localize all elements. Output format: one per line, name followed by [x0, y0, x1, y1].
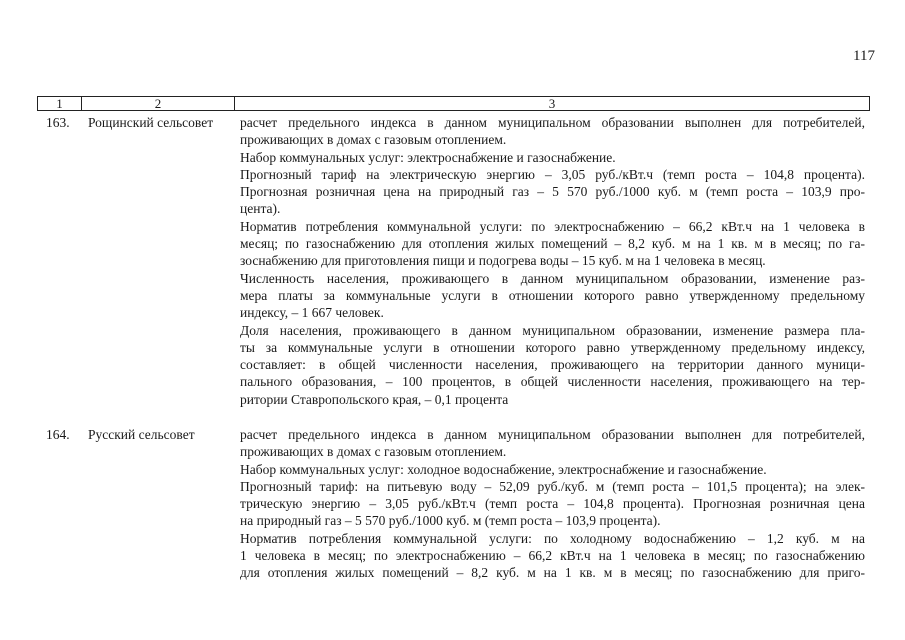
page-number: 117: [853, 48, 875, 64]
municipality-name: Русский сельсовет: [88, 427, 195, 442]
text-line: Набор коммунальных услуг: электроснабжение и газоснабжение.: [240, 149, 616, 165]
text-line: Прогнозный тариф: на питьевую воду – 52,09 руб./куб. м (темп роста – 101,5 процента); на элек-: [240, 478, 865, 494]
text-line: Прогнозная розничная цена на природный газ – 5 570 руб./1000 куб. м (темп роста – 103,9 про-: [240, 184, 865, 200]
text-line: пального образования, – 100 процентов, в общей численности населения, проживающего на тер-: [240, 374, 865, 390]
text-line: цента).: [240, 201, 281, 217]
text-line: индексу, – 1 667 человек.: [240, 305, 384, 321]
text-line: трическую энергию – 3,05 руб./кВт.ч (темп роста – 104,8 процента). Прогнозная розничная цена: [240, 496, 865, 512]
text-line: ты за коммунальные услуги в отношении которого равно утвержденному предельному индексу,: [240, 339, 865, 355]
text-line: Доля населения, проживающего в данном муниципальном образовании, изменение размера пла-: [240, 322, 865, 338]
row-description: [240, 114, 865, 408]
row-number: 163.: [46, 115, 70, 130]
text-line: проживающих в домах с газовым отоплением.: [240, 132, 507, 148]
text-line: Численность населения, проживающего в данном муниципальном образовании, изменение раз-: [240, 270, 865, 286]
text-line: проживающих в домах с газовым отоплением.: [240, 444, 507, 460]
header-col-2: 2: [82, 97, 235, 110]
text-line: 1 человека в месяц; по электроснабжению – 66,2 кВт.ч на 1 человека в месяц; по газоснабжению: [240, 548, 865, 564]
text-line: расчет предельного индекса в данном муниципальном образовании выполнен для потребителей,: [240, 115, 865, 130]
row-description: [240, 426, 865, 582]
text-line: для отопления жилых помещений – 8,2 куб. м на 1 кв. м в месяц; по газоснабжению для приго-: [240, 565, 865, 581]
text-line: Норматив потребления коммунальной услуги: по холодному водоснабжению – 1,2 куб. м на: [240, 530, 865, 546]
table-header-row: [37, 96, 870, 111]
text-line: расчет предельного индекса в данном муниципальном образовании выполнен для потребителей,: [240, 427, 865, 442]
text-line: на природный газ – 5 570 руб./1000 куб. м (темп роста – 103,9 процента).: [240, 513, 661, 529]
text-line: зоснабжению для приготовления пищи и подогрева воды – 15 куб. м на 1 человека в месяц.: [240, 253, 766, 269]
text-line: мера платы за коммунальные услуги в отношении которого равно утвержденному предельному: [240, 287, 865, 303]
header-col-3: 3: [548, 96, 556, 111]
header-col-1: 1: [38, 97, 82, 110]
text-line: составляет: в общей численности населения, проживающего на территории данного муници-: [240, 357, 865, 373]
text-line: Норматив потребления коммунальной услуги: по электроснабжению – 66,2 кВт.ч на 1 человека в: [240, 218, 865, 234]
text-line: ритории Ставропольского края, – 0,1 процента: [240, 391, 509, 407]
text-line: Прогнозный тариф на электрическую энергию – 3,05 руб./кВт.ч (темп роста – 104,8 процента).: [240, 166, 865, 182]
row-number: 164.: [46, 427, 70, 442]
text-line: Набор коммунальных услуг: холодное водоснабжение, электроснабжение и газоснабжение.: [240, 461, 767, 477]
municipality-name: Рощинский сельсовет: [88, 115, 214, 130]
text-line: месяц; по газоснабжению для отопления жилых помещений – 8,2 куб. м на 1 кв. м в месяц; по га-: [240, 236, 865, 252]
